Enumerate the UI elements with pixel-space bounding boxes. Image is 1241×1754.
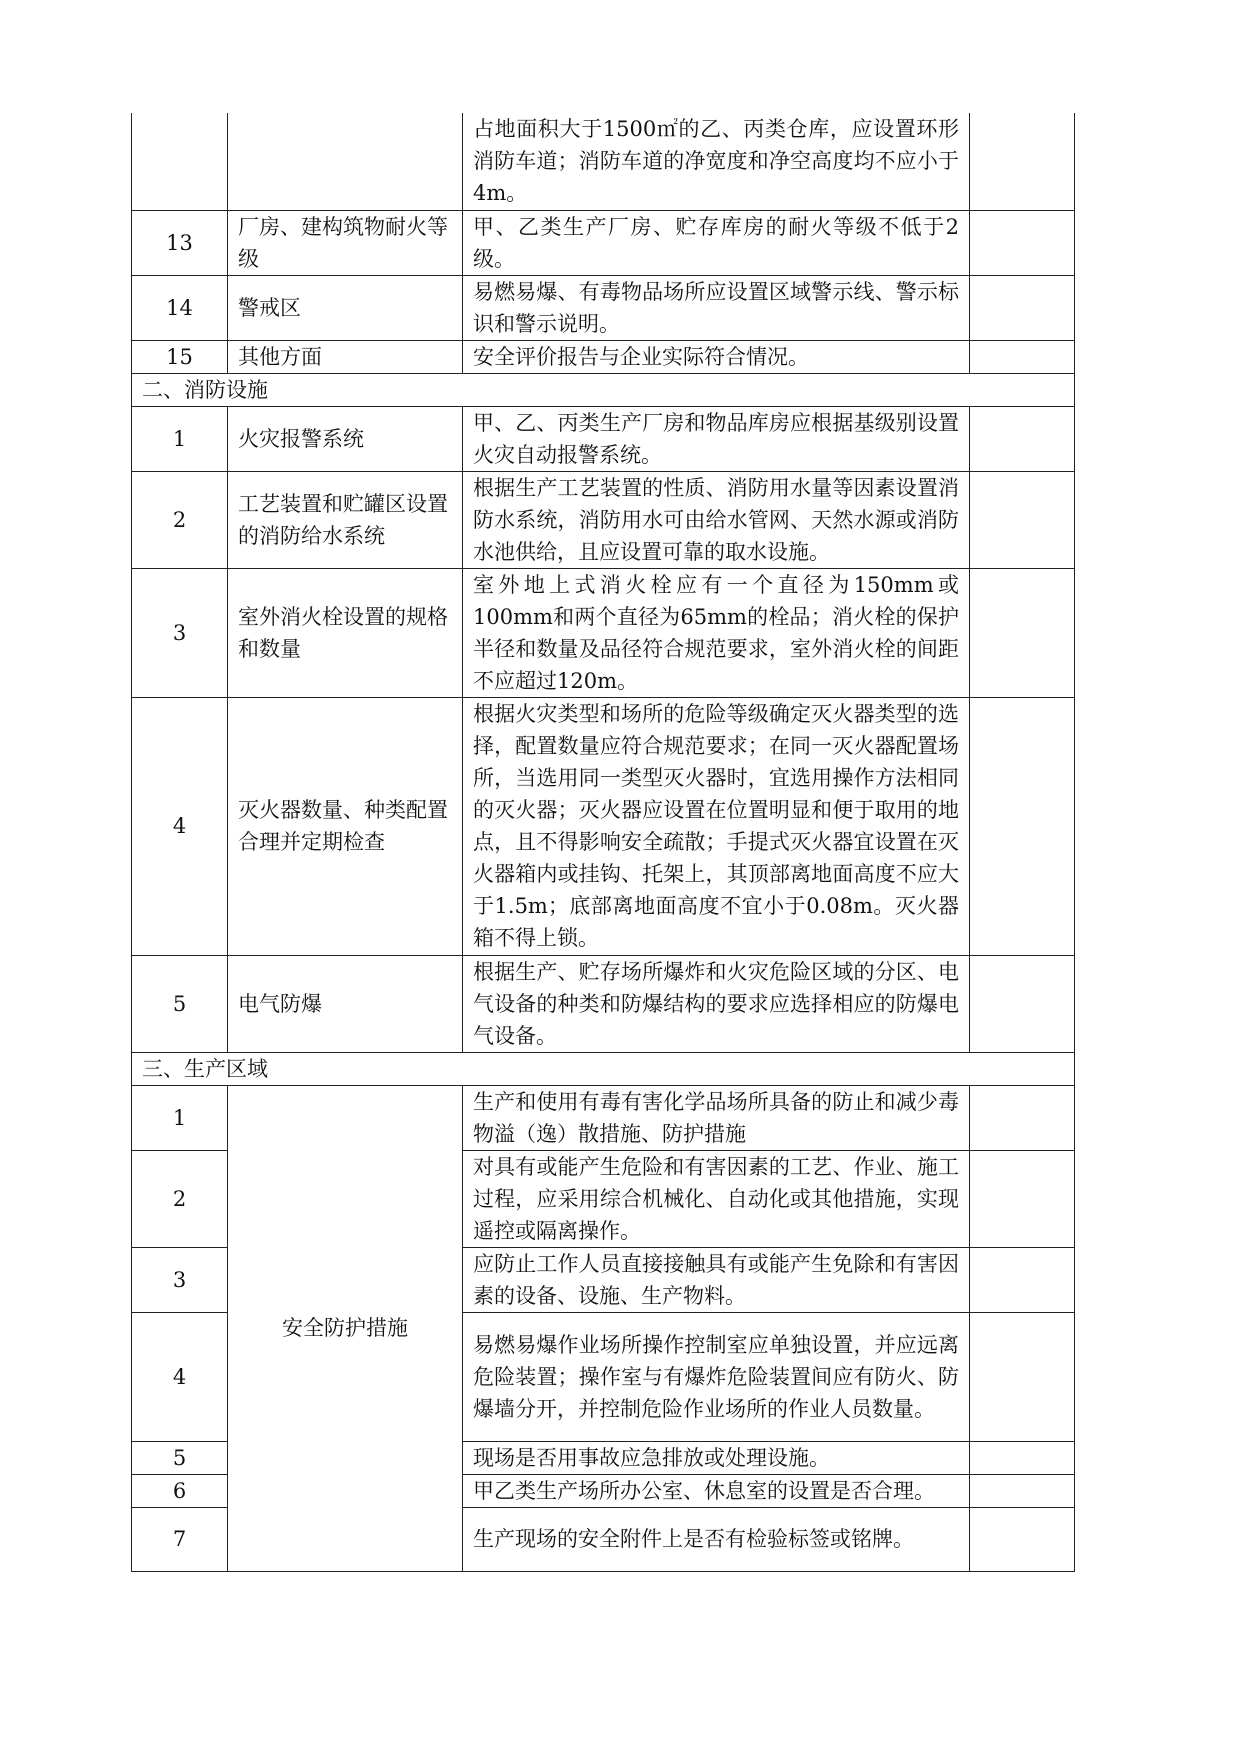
requirement-text: 生产现场的安全附件上是否有检验标签或铭牌。 — [463, 1507, 970, 1571]
result-cell[interactable] — [970, 406, 1075, 471]
row-number: 7 — [132, 1507, 228, 1571]
row-number: 13 — [132, 210, 228, 275]
check-item: 电气防爆 — [228, 955, 463, 1052]
table-row — [132, 697, 1075, 955]
result-cell[interactable] — [970, 568, 1075, 697]
check-item: 工艺装置和贮罐区设置的消防给水系统 — [228, 471, 463, 568]
requirement-text: 易燃易爆、有毒物品场所应设置区域警示线、警示标识和警示说明。 — [463, 275, 970, 340]
row-number — [132, 113, 228, 210]
row-number: 5 — [132, 955, 228, 1052]
requirement-text: 根据火灾类型和场所的危险等级确定灭火器类型的选择，配置数量应符合规范要求；在同一灭火器配置场所，当选用同一类型灭火器时，宜选用操作方法相同的灭火器；灭火器应设置在位置明显和便于取用的地点，且不得影响安全疏散；手提式灭火器宜设置在灭火器箱内或挂钩、托架上，其顶部离地面高度不应大于1.5m；底部离地面高度不宜小于0.08m。灭火器箱不得上锁。 — [463, 697, 970, 955]
table-row — [132, 275, 1075, 340]
row-number: 5 — [132, 1441, 228, 1474]
check-item: 灭火器数量、种类配置合理并定期检查 — [228, 697, 463, 955]
table-row — [132, 406, 1075, 471]
section-title: 二、消防设施 — [132, 373, 1075, 406]
check-item: 警戒区 — [228, 275, 463, 340]
result-cell[interactable] — [970, 697, 1075, 955]
inspection-table — [131, 113, 1075, 1572]
result-cell[interactable] — [970, 1150, 1075, 1247]
result-cell[interactable] — [970, 1441, 1075, 1474]
table-row — [132, 568, 1075, 697]
section-header-row — [132, 1052, 1075, 1085]
table-row — [132, 1085, 1075, 1150]
check-item: 其他方面 — [228, 340, 463, 373]
result-cell[interactable] — [970, 955, 1075, 1052]
result-cell[interactable] — [970, 210, 1075, 275]
requirement-text: 生产和使用有毒有害化学品场所具备的防止和减少毒物溢（逸）散措施、防护措施 — [463, 1085, 970, 1150]
check-item: 室外消火栓设置的规格和数量 — [228, 568, 463, 697]
result-cell[interactable] — [970, 1312, 1075, 1441]
result-cell[interactable] — [970, 340, 1075, 373]
result-cell[interactable] — [970, 471, 1075, 568]
row-number: 14 — [132, 275, 228, 340]
section-header-row — [132, 373, 1075, 406]
row-number: 3 — [132, 568, 228, 697]
row-number: 15 — [132, 340, 228, 373]
requirement-text: 根据生产、贮存场所爆炸和火灾危险区域的分区、电气设备的种类和防爆结构的要求应选择相应的防爆电气设备。 — [463, 955, 970, 1052]
result-cell[interactable] — [970, 1474, 1075, 1507]
requirement-text: 甲、乙、丙类生产厂房和物品库房应根据基级别设置火灾自动报警系统。 — [463, 406, 970, 471]
row-number: 1 — [132, 406, 228, 471]
result-cell[interactable] — [970, 275, 1075, 340]
check-item — [228, 113, 463, 210]
check-item: 厂房、建构筑物耐火等级 — [228, 210, 463, 275]
result-cell[interactable] — [970, 113, 1075, 210]
requirement-text: 室外地上式消火栓应有一个直径为150mm或100mm和两个直径为65mm的栓品；消火栓的保护半径和数量及品径符合规范要求，室外消火栓的间距不应超过120m。 — [463, 568, 970, 697]
row-number: 3 — [132, 1247, 228, 1312]
requirement-text: 安全评价报告与企业实际符合情况。 — [463, 340, 970, 373]
row-number: 4 — [132, 1312, 228, 1441]
table-row — [132, 210, 1075, 275]
section-title: 三、生产区域 — [132, 1052, 1075, 1085]
row-number: 6 — [132, 1474, 228, 1507]
requirement-text: 甲、乙类生产厂房、贮存库房的耐火等级不低于2级。 — [463, 210, 970, 275]
requirement-text: 对具有或能产生危险和有害因素的工艺、作业、施工过程，应采用综合机械化、自动化或其他措施，实现遥控或隔离操作。 — [463, 1150, 970, 1247]
row-number: 2 — [132, 1150, 228, 1247]
table-row — [132, 955, 1075, 1052]
requirement-text: 甲乙类生产场所办公室、休息室的设置是否合理。 — [463, 1474, 970, 1507]
requirement-text: 占地面积大于1500㎡的乙、丙类仓库，应设置环形消防车道；消防车道的净宽度和净空高度均不应小于4m。 — [463, 113, 970, 210]
requirement-text: 易燃易爆作业场所操作控制室应单独设置，并应远离危险装置；操作室与有爆炸危险装置间应有防火、防爆墙分开，并控制危险作业场所的作业人员数量。 — [463, 1312, 970, 1441]
result-cell[interactable] — [970, 1085, 1075, 1150]
result-cell[interactable] — [970, 1247, 1075, 1312]
result-cell[interactable] — [970, 1507, 1075, 1571]
row-number: 2 — [132, 471, 228, 568]
requirement-text: 根据生产工艺装置的性质、消防用水量等因素设置消防水系统，消防用水可由给水管网、天然水源或消防水池供给，且应设置可靠的取水设施。 — [463, 471, 970, 568]
check-item: 火灾报警系统 — [228, 406, 463, 471]
requirement-text: 应防止工作人员直接接触具有或能产生免除和有害因素的设备、设施、生产物料。 — [463, 1247, 970, 1312]
table-row — [132, 113, 1075, 210]
table-row — [132, 340, 1075, 373]
check-item: 安全防护措施 — [228, 1085, 463, 1571]
table-row — [132, 471, 1075, 568]
requirement-text: 现场是否用事故应急排放或处理设施。 — [463, 1441, 970, 1474]
row-number: 1 — [132, 1085, 228, 1150]
row-number: 4 — [132, 697, 228, 955]
